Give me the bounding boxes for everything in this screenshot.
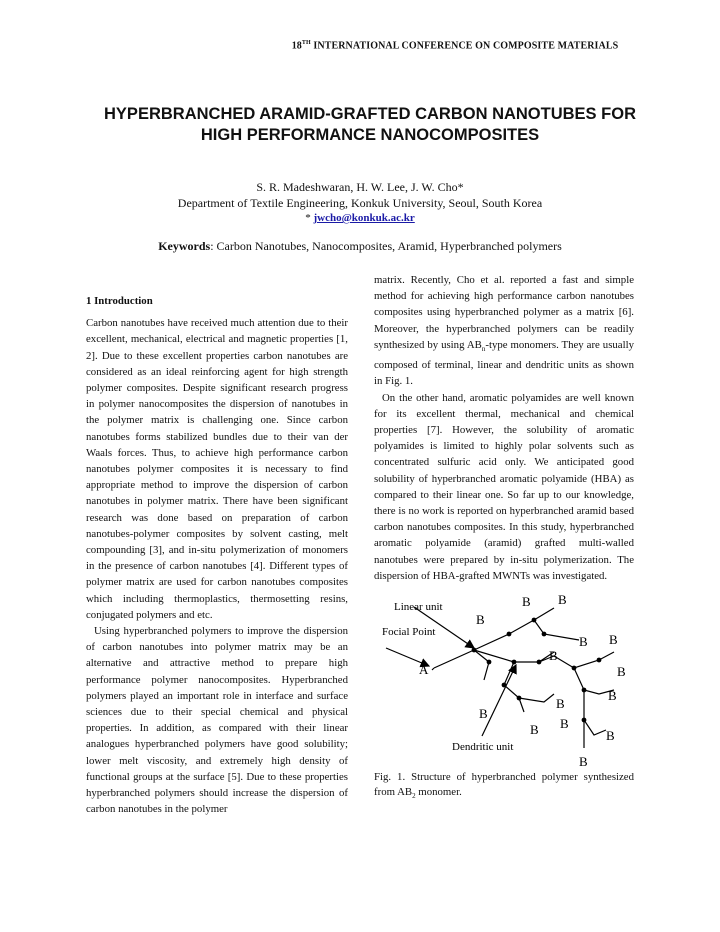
label-b: B xyxy=(579,634,588,649)
label-b: B xyxy=(609,632,618,647)
label-b: B xyxy=(606,728,615,743)
label-b: B xyxy=(549,648,558,663)
label-b: B xyxy=(476,612,485,627)
paragraph: Carbon nanotubes have received much attention due to their excellent, mechanical, electrical and magnetic properties [1, 2]. Due to these excellent properties carbon nanotubes are considered as an ideal reinforcing agent for high strength polymer composites. Despite significant research progress in polymer nanocomposites the dispersion of nanotubes in the polymer matrix is challenging one. Since carbon nanotubes forms stabilized bundles due to their van der Waals forces. Thus, to achieve high performance carbon nanotubes polymer composites it is necessary to find appropriate method to improve the dispersion of carbon nanotubes in polymer matrix. There have been significant research was done based on preparation of carbon nanotubes-polymer composites by solvent casting, melt compounding [3], and in-situ polymerization of monomers in the presence of carbon nanotubes [4]. Different types of polymer matrix are used for carbon nanotubes composites which including thermoplastics, thermosetting resins, conjugated polymers and etc. xyxy=(86,317,348,621)
affiliation: Department of Textile Engineering, Konkuk University, Seoul, South Korea xyxy=(177,196,543,210)
email-line: * jwcho@konkuk.ac.kr xyxy=(305,212,415,224)
email-link[interactable]: jwcho@konkuk.ac.kr xyxy=(313,212,415,224)
conference-header: 18TH INTERNATIONAL CONFERENCE ON COMPOSITE MATERIALS xyxy=(291,40,619,52)
paragraph: Using hyperbranched polymers to improve the dispersion of carbon nanotubes into polymer matrix may be an alternative and attractive method to prepare high performance polymer nanocomposites. Hyperbranched polymers played an important role in interface and surface sciences due to their special chemical and physical properties. In addition, as compared with their linear analogues hyperbranched polymers have good solubility; lower melt viscosity, and extremely high density of functional groups at the surface [5]. Due to these properties hyperbranched polymers should increase the dispersion of carbon nanotubes in the polymer xyxy=(86,625,348,816)
paragraph: matrix. Recently, Cho et al. reported a fast and simple method for achieving high performance carbon nanotubes composites using hyperbranched polymer as a matrix [6]. Moreover, the hyperbranched polymers can be readily synthesized by using $AB_n$-type monomers. They are usually composed of terminal, linear and dendritic units as shown in Fig. 1. xyxy=(374,274,634,388)
label-b: B xyxy=(579,754,588,769)
figure-caption: Fig. 1. Structure of hyperbranched polymer synthesized from $AB_2$ monomer. xyxy=(374,771,634,801)
structure-diagram xyxy=(374,590,634,770)
authors: S. R. Madeshwaran, H. W. Lee, J. W. Cho* xyxy=(256,180,464,194)
paper-title: HYPERBRANCHED ARAMID-GRAFTED CARBON NANOTUBES FOR HIGH PERFORMANCE NANOCOMPOSITES xyxy=(104,105,636,144)
paragraph: On the other hand, aromatic polyamides are well known for its excellent thermal, mechanical and chemical properties [7]. However, the solubility of aromatic polyamides is limited to highly polar solvents such as concentrated sulfuric acid only. We anticipated good solubility of hyperbranched aromatic polyamide (HBA) as compared to their linear one. So far up to our knowledge, there is no work is reported on hyperbranched aramid based carbon nanotubes composites. In this study, hyperbranched aromatic polyamide (aramid) grafted multi-walled nanotubes were prepared by in-situ polymerization. The dispersion of HBA-grafted MWNTs was investigated. xyxy=(374,391,634,582)
label-b: B xyxy=(556,696,565,711)
label-b: B xyxy=(608,688,617,703)
label-a: A xyxy=(419,662,429,677)
right-column xyxy=(374,272,634,584)
hyperbranched-structure-figure xyxy=(374,590,634,770)
focial-point-label: Focial Point xyxy=(382,626,436,638)
label-b: B xyxy=(479,706,488,721)
section-heading: 1 Introduction xyxy=(86,295,153,307)
linear-unit-label: Linear unit xyxy=(394,601,443,613)
label-b: B xyxy=(617,664,626,679)
dendritic-unit-label: Dendritic unit xyxy=(452,741,514,753)
label-b: B xyxy=(560,716,569,731)
keywords: Keywords: Carbon Nanotubes, Nanocomposites, Aramid, Hyperbranched polymers xyxy=(158,239,562,253)
label-b: B xyxy=(558,592,567,607)
label-b: B xyxy=(522,594,531,609)
label-b: B xyxy=(530,722,539,737)
left-column xyxy=(86,293,348,818)
